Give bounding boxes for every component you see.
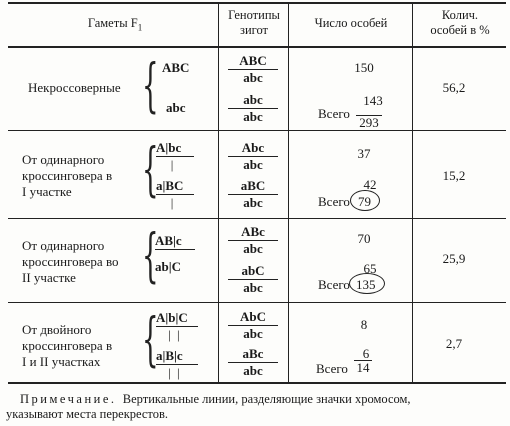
row1-bottom-border bbox=[8, 130, 506, 131]
total-value: 79 bbox=[358, 194, 371, 209]
total-value: 14 bbox=[354, 355, 372, 375]
count-value: 8 bbox=[360, 317, 368, 332]
genotype-fraction: Abc abc bbox=[228, 141, 278, 172]
genotype-fraction: ABC abc bbox=[228, 54, 278, 85]
percent-value: 56,2 bbox=[442, 80, 466, 95]
header-bottom-border bbox=[8, 46, 506, 48]
count-value: 150 bbox=[354, 60, 374, 75]
circle-mark-icon bbox=[349, 273, 385, 294]
header-percent: Колич. особей в % bbox=[430, 8, 490, 37]
count-value: 6 bbox=[362, 346, 370, 361]
brace-icon: { bbox=[142, 305, 159, 373]
row3-bottom-border bbox=[8, 302, 506, 303]
row-name-double-crossover: От двойного кроссинговера в I и II участках bbox=[22, 322, 113, 369]
table-bottom-border bbox=[8, 382, 506, 384]
table-note: Примечание. Вертикальные линии, разделяющие значки хромосом, указывают места перекрестов. bbox=[6, 392, 411, 421]
gamete-chromosome: A|b|C || bbox=[156, 310, 198, 337]
row-name-noncrossover: Некроссоверные bbox=[28, 80, 121, 95]
brace-icon: { bbox=[142, 51, 159, 119]
row2-bottom-border bbox=[8, 218, 506, 219]
gamete-abc-lower: abc bbox=[166, 100, 186, 115]
total-label: Всего bbox=[316, 361, 348, 376]
genotype-fraction: aBc abc bbox=[228, 347, 278, 378]
count-value: 42 bbox=[363, 177, 377, 192]
gamete-abc-upper: ABC bbox=[162, 60, 190, 75]
percent-value: 2,7 bbox=[445, 336, 463, 351]
total-label: Всего bbox=[318, 194, 350, 209]
count-value: 143 bbox=[363, 93, 383, 108]
table-top-border bbox=[8, 2, 506, 4]
total-value: 135 bbox=[356, 277, 376, 292]
total-value: 293 bbox=[356, 101, 382, 130]
gamete-chromosome: a|BC | bbox=[156, 178, 194, 205]
col-divider-1 bbox=[218, 2, 219, 383]
gamete-chromosome: AB|c bbox=[155, 233, 195, 260]
total-label: Всего bbox=[318, 106, 350, 121]
header-genotypes: Генотипы зигот bbox=[228, 8, 280, 37]
circle-mark-icon bbox=[350, 190, 380, 211]
gamete-chromosome: A|bc | bbox=[156, 140, 194, 167]
col-divider-3 bbox=[412, 2, 413, 383]
header-count: Число особей bbox=[314, 16, 388, 30]
genotype-fraction: abC abc bbox=[228, 264, 278, 295]
count-value: 65 bbox=[363, 261, 377, 276]
total-label: Всего bbox=[318, 277, 350, 292]
count-value: 37 bbox=[357, 146, 371, 161]
count-value: 70 bbox=[357, 231, 371, 246]
genotype-fraction: AbC abc bbox=[228, 310, 278, 341]
genotype-fraction: abc abc bbox=[228, 93, 278, 124]
col-divider-2 bbox=[288, 2, 289, 383]
gamete-chromosome: a|B|c || bbox=[156, 348, 198, 375]
brace-icon: { bbox=[142, 135, 159, 203]
row-name-single-crossover-1: От одинарного кроссинговера в I участке bbox=[22, 152, 113, 199]
row-name-single-crossover-2: От одинарного кроссинговера во II участке bbox=[22, 238, 119, 285]
percent-value: 15,2 bbox=[442, 168, 466, 183]
brace-icon: { bbox=[142, 221, 159, 289]
genotype-fraction: aBC abc bbox=[228, 179, 278, 210]
genotype-fraction: ABc abc bbox=[228, 225, 278, 256]
header-gametes: Гаметы $F_1$ bbox=[87, 16, 143, 33]
gamete-chromosome: ab|C bbox=[155, 259, 181, 274]
percent-value: 25,9 bbox=[442, 251, 466, 266]
